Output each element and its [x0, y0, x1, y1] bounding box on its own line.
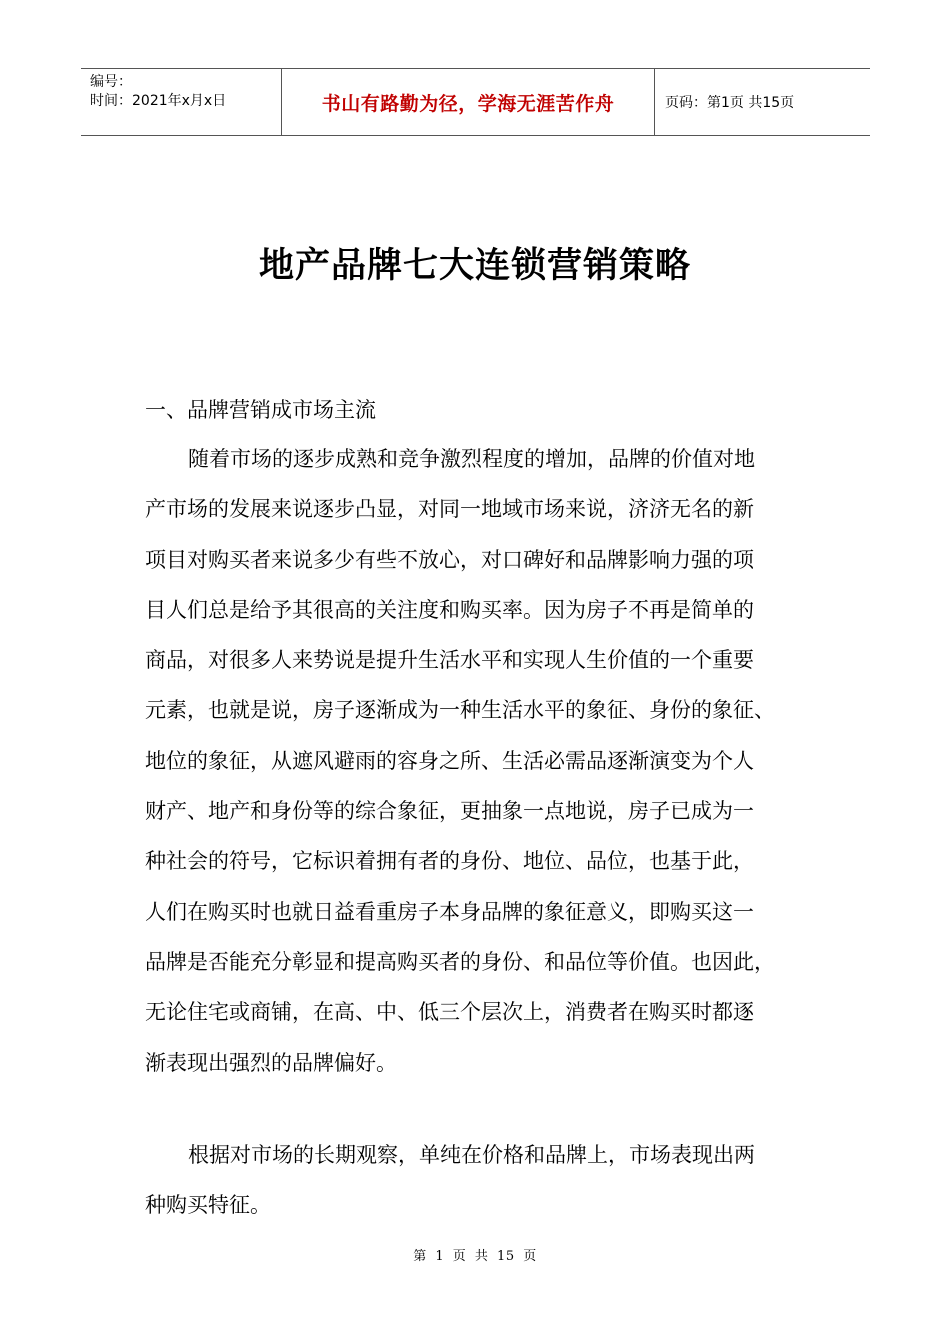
section-heading: 一、品牌营销成市场主流 [145, 398, 376, 422]
paragraph-line: 地位的象征，从遮风避雨的容身之所、生活必需品逐渐演变为个人 [145, 748, 754, 773]
paragraph-line: 人们在购买时也就日益看重房子本身品牌的象征意义，即购买这一 [145, 899, 754, 924]
header-page-info: 页码：第1页 共15页 [665, 95, 795, 111]
header-motto: 书山有路勤为径，学海无涯苦作舟 [282, 69, 655, 135]
paragraph-line: 产市场的发展来说逐步凸显，对同一地域市场来说，济济无名的新 [145, 497, 754, 522]
page-footer: 第 1 页 共 15 页 [413, 1249, 537, 1264]
paragraph-1 [145, 434, 810, 1088]
paragraph-line: 商品，对很多人来势说是提升生活水平和实现人生价值的一个重要 [145, 648, 754, 673]
paragraph-line: 元素，也就是说，房子逐渐成为一种生活水平的象征、身份的象征、 [145, 698, 775, 723]
paragraph-line: 无论住宅或商铺，在高、中、低三个层次上，消费者在购买时都逐 [145, 1000, 754, 1025]
paragraph-line: 随着市场的逐步成熟和竞争激烈程度的增加，品牌的价值对地 [188, 447, 755, 471]
header-table [81, 68, 870, 136]
number-label: 编号： [90, 74, 132, 90]
paragraph-line: 种购买特征。 [145, 1193, 271, 1218]
date-label: 时间：2021年x月x日 [90, 93, 227, 109]
header-left-cell [81, 69, 282, 135]
paragraph-line: 渐表现出强烈的品牌偏好。 [145, 1050, 397, 1075]
paragraph-line: 品牌是否能充分彰显和提高购买者的身份、和品位等价值。也因此， [145, 949, 775, 974]
paragraph-line: 财产、地产和身份等的综合象征，更抽象一点地说，房子已成为一 [145, 799, 754, 824]
paragraph-line: 种社会的符号，它标识着拥有者的身份、地位、品位，也基于此， [145, 849, 754, 874]
document-title: 地产品牌七大连锁营销策略 [258, 246, 691, 286]
paragraph-line: 目人们总是给予其很高的关注度和购买率。因为房子不再是简单的 [145, 597, 754, 622]
paragraph-2 [145, 1130, 810, 1231]
paragraph-line: 根据对市场的长期观察，单纯在价格和品牌上，市场表现出两 [188, 1143, 755, 1167]
paragraph-line: 项目对购买者来说多少有些不放心，对口碑好和品牌影响力强的项 [145, 547, 754, 572]
